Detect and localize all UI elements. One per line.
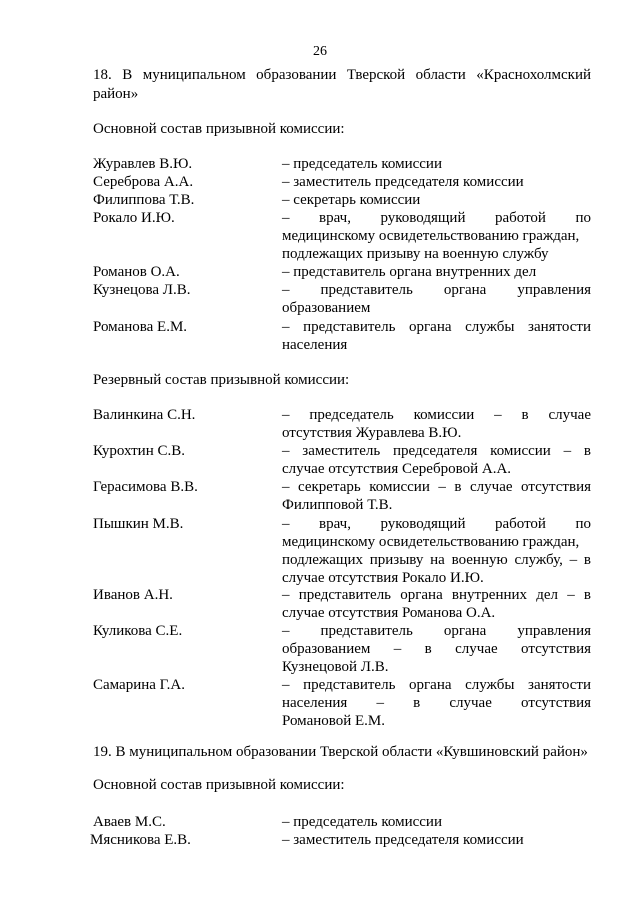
member-role: – врач, руководящий работой по медицинскому освидетельствованию граждан, подлежащих призыву на военную службу, – в случае отсутствия Рокало И.Ю. — [282, 516, 591, 586]
member-role: – секретарь комиссии — [282, 192, 421, 208]
member-name: Журавлев В.Ю. — [93, 156, 193, 172]
section-18-reserve-title: Резервный состав призывной комиссии: — [93, 372, 350, 388]
member-role: – заместитель председателя комиссии — [282, 832, 524, 848]
section-18-heading-line2: район» — [93, 86, 139, 102]
member-role: – председатель комиссии – в случае отсутствия Журавлева В.Ю. — [282, 407, 591, 441]
member-name: Сереброва А.А. — [93, 174, 194, 190]
member-name: Самарина Г.А. — [93, 677, 185, 693]
member-role: – заместитель председателя комиссии – в случае отсутствия Серебровой А.А. — [282, 443, 591, 477]
section-18-heading — [93, 66, 591, 104]
section-18-heading-line1: 18. В муниципальном образовании Тверской области «Краснохолмский — [93, 67, 591, 83]
member-name: Курохтин С.В. — [93, 443, 185, 459]
member-role: – представитель органа внутренних дел — [282, 264, 537, 280]
section-19-heading: 19. В муниципальном образовании Тверской области «Кувшиновский район» — [93, 744, 588, 760]
member-name: Романова Е.М. — [93, 319, 188, 335]
member-role: – представитель органа службы занятости населения — [282, 319, 591, 353]
member-role: – председатель комиссии — [282, 156, 442, 172]
section-18-main-title: Основной состав призывной комиссии: — [93, 121, 345, 137]
page-number: 26 — [313, 44, 327, 59]
member-role: – секретарь комиссии – в случае отсутствия Филипповой Т.В. — [282, 479, 591, 513]
member-role: – врач, руководящий работой по медицинскому освидетельствованию граждан, подлежащих призыву на военную службу — [282, 210, 591, 262]
member-role: – представитель органа управления образованием — [282, 282, 591, 316]
member-name: Филиппова Т.В. — [93, 192, 195, 208]
member-name: Куликова С.Е. — [93, 623, 183, 639]
member-name: Валинкина С.Н. — [93, 407, 196, 423]
member-role: – представитель органа управления образованием – в случае отсутствия Кузнецовой Л.В. — [282, 623, 591, 675]
member-name: Аваев М.С. — [93, 814, 166, 830]
member-role: – председатель комиссии — [282, 814, 442, 830]
section-19-main-title: Основной состав призывной комиссии: — [93, 777, 345, 793]
member-role: – представитель органа внутренних дел – в случае отсутствия Романова О.А. — [282, 587, 591, 621]
member-name: Иванов А.Н. — [93, 587, 173, 603]
member-name: Мясникова Е.В. — [90, 832, 191, 848]
member-role: – заместитель председателя комиссии — [282, 174, 524, 190]
member-name: Пышкин М.В. — [93, 516, 184, 532]
member-name: Герасимова В.В. — [93, 479, 198, 495]
member-name: Романов О.А. — [93, 264, 180, 280]
member-role: – представитель органа службы занятости населения – в случае отсутствия Романовой Е.М. — [282, 677, 591, 729]
member-name: Рокало И.Ю. — [93, 210, 175, 226]
member-name: Кузнецова Л.В. — [93, 282, 191, 298]
